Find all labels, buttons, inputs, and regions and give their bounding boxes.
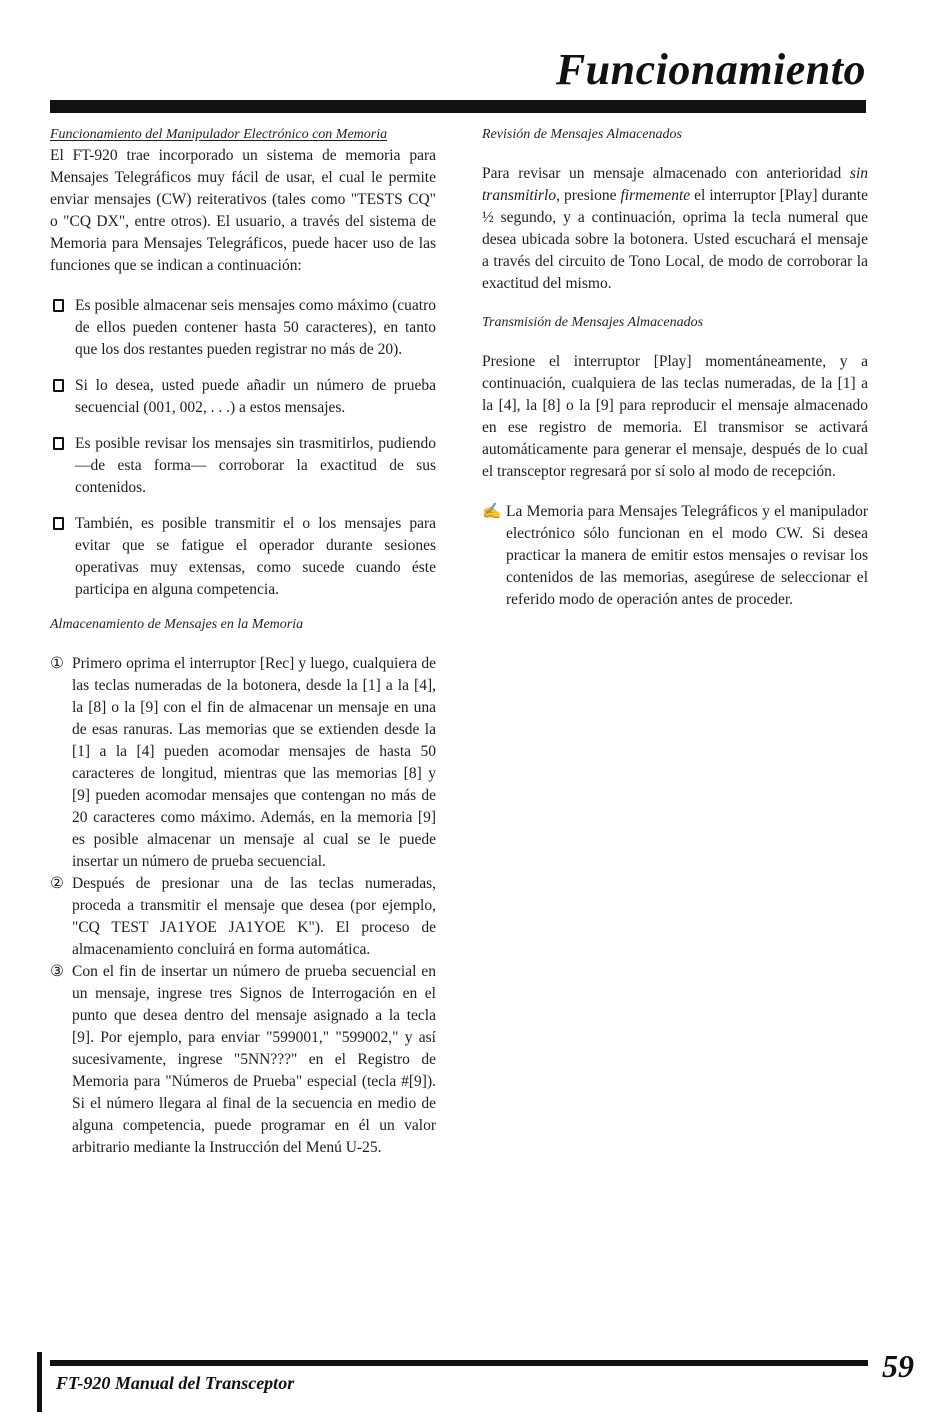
step-text: Primero oprima el interruptor [Rec] y luego, cualquiera de las teclas numeradas de la botonera, desde la [1] a la [4], la [8] o la [9] con el fin de almacenar un mensaje en una de esas ranuras. Las memorias que se extienden desde la [1] a la [4] pueden acomodar mensajes de hasta 50 caracteres de longitud, mientras que las memorias [8] y [9] pueden acomodar mensajes que contengan no más de 20 caracteres como máximo. Además, en la memoria [9] es posible almacenar un mensaje al cual se le puede insertar un número de prueba secuencial. [72, 655, 436, 870]
bullet-text: Si lo desea, usted puede añadir un número de prueba secuencial (001, 002, . . .) a estos mensajes. [75, 377, 436, 416]
header-rule [50, 100, 866, 113]
bullet-text: También, es posible transmitir el o los mensajes para evitar que se fatigue el operador durante sesiones operativas muy extensas, como sucede cuando éste participa en alguna competencia. [75, 515, 436, 598]
review-heading: Revisión de Mensajes Almacenados [482, 127, 682, 142]
bullet-text: Es posible almacenar seis mensajes como máximo (cuatro de ellos pueden contener hasta 50 caracteres), en tanto que los dos restantes pueden registrar no más de 20). [75, 297, 436, 358]
page-title: Funcionamiento [555, 45, 866, 94]
feature-bullet [50, 433, 436, 499]
note-paragraph [482, 501, 868, 611]
review-emphasis: sin transmitirlo [482, 165, 868, 204]
feature-bullet [50, 513, 436, 601]
step-text: Con el fin de insertar un número de prueba secuencial en un mensaje, ingrese tres Signos de Interrogación en el punto que desea dentro del mensaje asignado a la tecla [9]. Por ejemplo, para enviar "599001," "599002," y así sucesivamente, ingrese "5NN???" en el Registro de Memoria para "Números de Prueba" especial (tecla #[9]). Si el número llegara al final de la secuencia en medio de alguna competencia, puede programar en él un valor arbitrario mediante la Instrucción del Menú U-25. [72, 963, 436, 1156]
note-text: La Memoria para Mensajes Telegráficos y el manipulador electrónico sólo funcionan en el modo CW. Si desea practicar la manera de emitir estos mensajes o revisar los contenidos de las memorias, asegúrese de seleccionar el referido modo de operación antes de proceder. [506, 503, 868, 608]
step-number: ② [50, 875, 64, 892]
bullet-text: Es posible revisar los mensajes sin trasmitirlos, pudiendo —de esta forma— corroborar la exactitud de sus contenidos. [75, 435, 436, 496]
feature-bullet [50, 295, 436, 361]
right-column [482, 125, 868, 611]
left-column [50, 125, 436, 1159]
keyer-memory-heading: Funcionamiento del Manipulador Electrónico con Memoria [50, 127, 388, 142]
review-emphasis: firmemente [620, 187, 691, 204]
checkbox-square-icon [53, 299, 64, 312]
footer-corner-bar [37, 1352, 42, 1412]
transmit-paragraph: Presione el interruptor [Play] momentáneamente, y a continuación, cualquiera de las teclas numeradas, de la [1] a la [4], la [8] o la [9] para reproducir el mensaje almacenado en ese registro de memoria. El transmisor se activará automáticamente para generar el mensaje, después de lo cual el transceptor regresará por sí solo al modo de recepción. [482, 353, 868, 480]
checkbox-square-icon [53, 517, 64, 530]
review-text: el interruptor [Play] durante ½ segundo, y a continuación, oprima la tecla numeral que desea ubicada sobre la botonera. Usted escuchará el mensaje a través del circuito de Tono Local, de modo de corroborar la exactitud del mismo. [482, 187, 868, 292]
feature-bullet [50, 375, 436, 419]
step-text: Después de presionar una de las teclas numeradas, proceda a transmitir el mensaje que desea (por ejemplo, "CQ TEST JA1YOE JA1YOE K"). El proceso de almacenamiento concluirá en forma automática. [72, 875, 436, 958]
intro-paragraph: El FT-920 trae incorporado un sistema de memoria para Mensajes Telegráficos muy fácil de usar, el cual le permite enviar mensajes (CW) reiterativos (tales como "TESTS CQ" o "CQ DX", entre otros). El usuario, a través del sistema de Memoria para Mensajes Telegráficos, puede hacer uso de las funciones que se indican a continuación: [50, 147, 436, 274]
checkbox-square-icon [53, 437, 64, 450]
review-text: , presione [556, 187, 621, 204]
step-number: ① [50, 655, 64, 672]
page-number: 59 [882, 1348, 914, 1384]
procedure-step [50, 961, 436, 1159]
footer-rule [50, 1360, 868, 1366]
review-paragraph [482, 163, 868, 295]
manual-title: FT-920 Manual del Transceptor [56, 1373, 295, 1393]
procedure-step [50, 653, 436, 873]
step-number: ③ [50, 963, 64, 980]
review-text: Para revisar un mensaje almacenado con anterioridad [482, 165, 850, 182]
transmit-heading: Transmisión de Mensajes Almacenados [482, 315, 704, 330]
checkbox-square-icon [53, 379, 64, 392]
storage-heading: Almacenamiento de Mensajes en la Memoria [50, 617, 304, 632]
procedure-step [50, 873, 436, 961]
pen-note-icon: ✍ [482, 503, 502, 520]
